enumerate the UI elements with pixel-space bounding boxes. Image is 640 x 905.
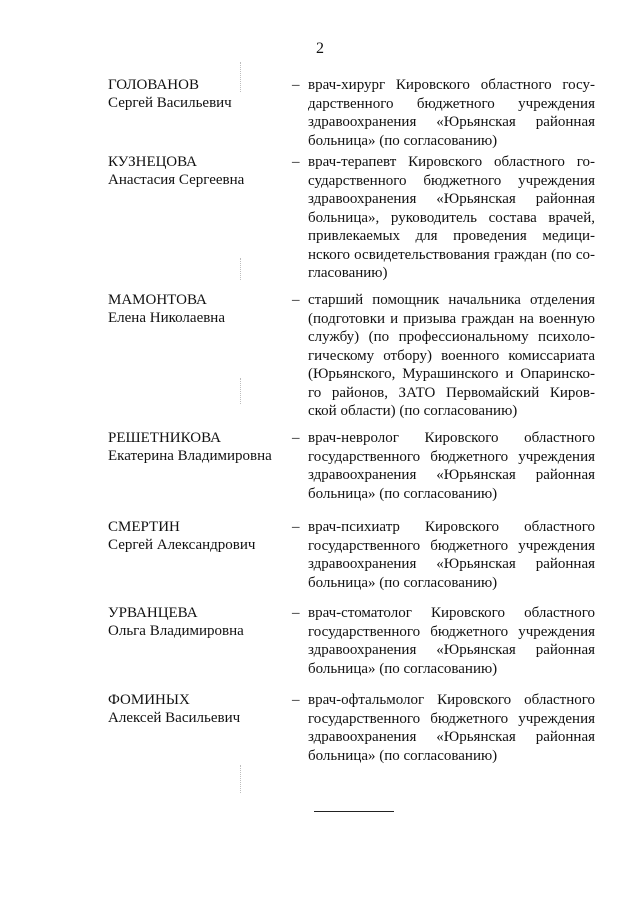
position-line: сударственного бюджетного учреждения — [308, 172, 595, 189]
position-line: государственного бюджетного учреждения — [308, 710, 595, 727]
member-surname: СМЕРТИН — [108, 519, 180, 535]
position-line: врач-невролог Кировского областного — [308, 430, 595, 446]
entry-dash: – — [292, 77, 300, 93]
entry-dash: – — [292, 430, 300, 446]
member-given-name: Елена Николаевна — [108, 310, 225, 326]
position-line: врач-психиатр Кировского областного — [308, 519, 595, 535]
scan-artifact — [240, 258, 242, 280]
entry-dash: – — [292, 692, 300, 708]
member-surname: КУЗНЕЦОВА — [108, 154, 197, 170]
position-line: больница» (по согласованию) — [308, 485, 498, 502]
position-line: врач-терапевт Кировского областного го- — [308, 154, 595, 170]
member-surname: ГОЛОВАНОВ — [108, 77, 199, 93]
position-line: врач-стоматолог Кировского областного — [308, 605, 595, 621]
position-line: го районов, ЗАТО Первомайский Киров- — [308, 384, 595, 401]
member-name — [108, 153, 280, 189]
member-surname: РЕШЕТНИКОВА — [108, 430, 221, 446]
member-name — [108, 518, 280, 554]
position-line: гласованию) — [308, 265, 388, 281]
member-name — [108, 291, 280, 327]
position-line: врач-хирург Кировского областного госу- — [308, 77, 595, 93]
member-position — [308, 604, 595, 678]
member-name — [108, 429, 280, 465]
position-line: здравоохранения «Юрьянская районная — [308, 642, 595, 658]
position-line: государственного бюджетного учреждения — [308, 448, 595, 465]
position-line: больница», руководитель состава врачей, — [308, 209, 595, 226]
position-line: (Юрьянского, Мурашинского и Опаринско- — [308, 366, 595, 382]
position-line: здравоохранения «Юрьянская районная — [308, 467, 595, 483]
position-line: гическому отбору) военного комиссариата — [308, 347, 595, 364]
position-line: ской области) (по согласованию) — [308, 403, 518, 419]
position-line: больница» (по согласованию) — [308, 747, 498, 764]
closing-rule — [314, 811, 394, 812]
entry-dash: – — [292, 292, 300, 308]
position-line: старший помощник начальника отделения — [308, 292, 595, 308]
member-position — [308, 153, 595, 283]
position-line: государственного бюджетного учреждения — [308, 623, 595, 640]
entry-dash: – — [292, 154, 300, 170]
position-line: нского освидетельствования граждан (по со- — [308, 246, 595, 263]
scan-artifact — [240, 765, 242, 793]
position-line: государственного бюджетного учреждения — [308, 537, 595, 554]
member-position — [308, 429, 595, 503]
member-surname: МАМОНТОВА — [108, 292, 207, 308]
position-line: (подготовки и призыва граждан на военную — [308, 310, 595, 327]
member-name — [108, 604, 280, 640]
member-position — [308, 76, 595, 150]
member-position — [308, 518, 595, 592]
member-given-name: Сергей Васильевич — [108, 95, 232, 111]
position-line: дарственного бюджетного учреждения — [308, 95, 595, 112]
position-line: здравоохранения «Юрьянская районная — [308, 729, 595, 745]
member-given-name: Сергей Александрович — [108, 537, 256, 553]
member-position — [308, 691, 595, 765]
position-line: здравоохранения «Юрьянская районная — [308, 114, 595, 130]
member-name — [108, 691, 280, 727]
page-number: 2 — [316, 40, 324, 57]
position-line: службу) (по профессиональному психоло- — [308, 329, 595, 345]
position-line: больница» (по согласованию) — [308, 660, 498, 677]
position-line: привлекаемых для проведения медици- — [308, 228, 595, 244]
member-surname: ФОМИНЫХ — [108, 692, 190, 708]
entry-dash: – — [292, 605, 300, 621]
member-name — [108, 76, 280, 112]
position-line: врач-офтальмолог Кировского областного — [308, 692, 595, 708]
entry-dash: – — [292, 519, 300, 535]
scan-artifact — [240, 378, 242, 404]
position-line: здравоохранения «Юрьянская районная — [308, 556, 595, 572]
position-line: больница» (по согласованию) — [308, 132, 498, 149]
member-position — [308, 291, 595, 421]
member-given-name: Екатерина Владимировна — [108, 448, 272, 464]
member-given-name: Алексей Васильевич — [108, 710, 241, 726]
member-given-name: Ольга Владимировна — [108, 623, 244, 639]
position-line: больница» (по согласованию) — [308, 574, 498, 591]
member-surname: УРВАНЦЕВА — [108, 605, 198, 621]
member-given-name: Анастасия Сергеевна — [108, 172, 245, 188]
position-line: здравоохранения «Юрьянская районная — [308, 191, 595, 207]
